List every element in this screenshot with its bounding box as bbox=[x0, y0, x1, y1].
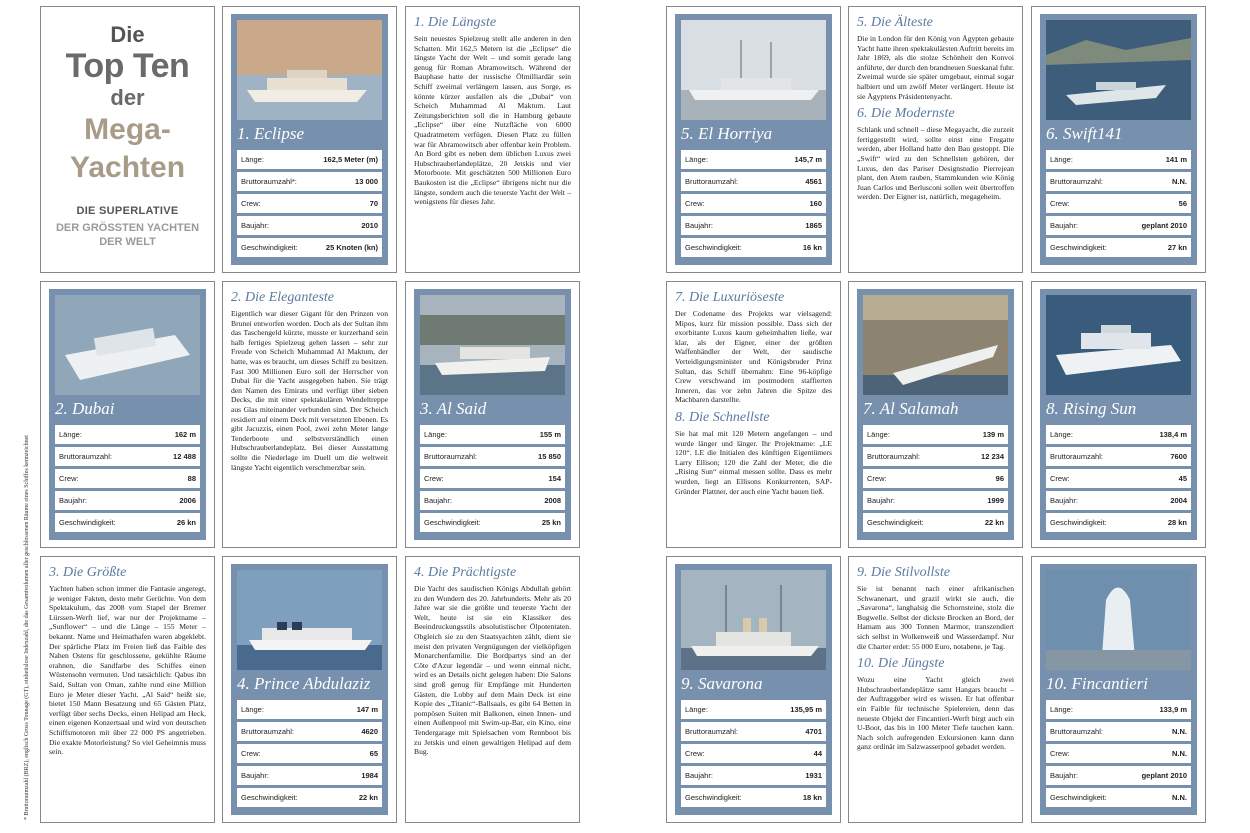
stat-label: Crew: bbox=[685, 199, 705, 208]
section-heading: 1. Die Längste bbox=[414, 15, 497, 30]
section-body: Schlank und schnell – diese Megayacht, die zurzeit fertiggestellt wird, sollte einst eine Fregatte werden, aber Holland hatte den Bau gestoppt. Die „Swift“ wird zu den Schnellsten gehören, der Luxus, den das Pariser Designstudio Pierrejean plant, den Atem rauben, Stammkunden wie König Juan Carlos und Berlusconi sollen weit übertroffen werden. Der Eigner ist, natürlich, megageheim. bbox=[857, 125, 1014, 202]
yacht-photo-eclipse bbox=[237, 20, 382, 120]
stat-label: Bruttoraumzahl: bbox=[59, 452, 112, 461]
section-heading: 4. Die Prächtigste bbox=[414, 565, 517, 580]
yacht-photo-swift141 bbox=[1046, 20, 1191, 120]
stat-label: Länge: bbox=[241, 155, 264, 164]
stat-value: 27 kn bbox=[1167, 243, 1187, 252]
stat-label: Baujahr: bbox=[241, 221, 269, 230]
stat-label: Crew: bbox=[685, 749, 705, 758]
yacht-card-swift141 bbox=[1031, 6, 1206, 273]
stat-value: 4701 bbox=[805, 727, 822, 736]
stat-row-crew bbox=[237, 744, 382, 763]
text-panel-7-8 bbox=[666, 281, 841, 548]
stat-label: Länge: bbox=[424, 430, 447, 439]
yacht-card-el-horriya bbox=[666, 6, 841, 273]
stat-row-tonnage bbox=[1046, 172, 1191, 191]
stat-value: 4561 bbox=[805, 177, 822, 186]
stat-value: 65 bbox=[369, 749, 378, 758]
section-heading: 6. Die Modernste bbox=[857, 106, 955, 122]
yacht-card-prince-abdulaziz bbox=[222, 556, 397, 823]
stat-value: 141 m bbox=[1165, 155, 1187, 164]
section-heading: 5. Die Älteste bbox=[857, 15, 933, 30]
stat-label: Bruttoraumzahl: bbox=[685, 727, 738, 736]
stat-label: Crew: bbox=[1050, 749, 1070, 758]
stat-value: 7600 bbox=[1170, 452, 1187, 461]
stat-value: 25 Knoten (kn) bbox=[325, 243, 378, 252]
stat-row-tonnage bbox=[55, 447, 200, 466]
stat-row-length bbox=[237, 700, 382, 719]
stat-value: N.N. bbox=[1172, 749, 1187, 758]
yacht-name: 8. Rising Sun bbox=[1046, 399, 1137, 418]
stat-value: 22 kn bbox=[984, 518, 1004, 527]
stat-row-speed bbox=[237, 238, 382, 257]
stat-label: Geschwindigkeit: bbox=[1050, 793, 1107, 802]
stat-row-crew bbox=[681, 744, 826, 763]
yacht-card-fincantieri bbox=[1031, 556, 1206, 823]
yacht-photo-rising-sun bbox=[1046, 295, 1191, 395]
stat-value: 160 bbox=[809, 199, 822, 208]
stat-label: Crew: bbox=[424, 474, 444, 483]
section-body: Eigentlich war dieser Gigant für den Prinzen von Brunei entworfen worden. Doch als der Sultan ihm das Taschengeld kürzte, musste er kurzerhand sein halb fertiges Spielzeug gehen lassen – sehr zur Freude von Scheich Muhammad Al Maktum, der hatte, was es braucht, um dieses Schiff zu besitzen. Fast 300 Millionen Euro soll der Herrscher von Dubai für die Yacht ausgegeben haben. Sie trägt den Namen des Emirats und verfügt über sieben Decks, die mit einer spektakulären Wendeltreppe aus Glas miteinander verbunden sind. Der Scheich residiert auf einem Deck mit versetzten Ebenen. Es gibt Jacuzzis, einen Pool, zwei zehn Meter lange Tenderboote und selbstverständlich einen Hubschrauberlandeplatz. Bei dieser Ausstattung sollte die Niederlage im Duell um die weltweit längste Yacht eigentlich verschmerzbar sein. bbox=[231, 309, 388, 472]
stat-row-speed bbox=[237, 788, 382, 807]
title-die: Die bbox=[110, 22, 145, 47]
stat-row-crew bbox=[681, 194, 826, 213]
section-body: Sie hat mal mit 120 Metern angefangen – und wurde länger und länger. Ihr Projektname: „LE 120“. LE die Initialen des künftigen Eigentümers Larry Ellison; 120 die Zahl der Meter, die die „Rising Sun“ einmal messen sollte. Dass es mehr wurden, liegt an Ellisons Konkurrenten, SAP-Gründer Plattner, der auch eine Yacht bauen ließ. bbox=[675, 428, 832, 496]
stat-label: Geschwindigkeit: bbox=[424, 518, 481, 527]
stat-row-length bbox=[1046, 150, 1191, 169]
stat-row-crew bbox=[55, 469, 200, 488]
stat-row-year bbox=[863, 491, 1008, 510]
stat-value: 2008 bbox=[544, 496, 561, 505]
stat-value: 88 bbox=[187, 474, 196, 483]
stat-value: 1999 bbox=[987, 496, 1004, 505]
subtitle-superlative: DIE SUPERLATIVE bbox=[76, 205, 179, 217]
stat-row-speed bbox=[1046, 513, 1191, 532]
stat-label: Geschwindigkeit: bbox=[685, 243, 742, 252]
stat-label: Baujahr: bbox=[59, 496, 87, 505]
text-panel-5-6 bbox=[848, 6, 1023, 273]
stat-row-year bbox=[1046, 216, 1191, 235]
stat-row-tonnage bbox=[681, 722, 826, 741]
stat-label: Crew: bbox=[241, 749, 261, 758]
stat-row-length bbox=[55, 425, 200, 444]
yacht-name: 2. Dubai bbox=[55, 399, 115, 418]
stat-label: Bruttoraumzahl: bbox=[867, 452, 920, 461]
section-heading: 3. Die Größte bbox=[49, 565, 127, 580]
stat-row-crew bbox=[237, 194, 382, 213]
yacht-card-dubai bbox=[40, 281, 215, 548]
stat-label: Bruttoraumzahl: bbox=[685, 177, 738, 186]
stat-value: 138,4 m bbox=[1159, 430, 1187, 439]
stat-label: Länge: bbox=[59, 430, 82, 439]
yacht-name: 6. Swift141 bbox=[1046, 124, 1123, 143]
stat-row-speed bbox=[1046, 238, 1191, 257]
stat-row-length bbox=[863, 425, 1008, 444]
stat-label: Baujahr: bbox=[867, 496, 895, 505]
stat-value: 26 kn bbox=[176, 518, 196, 527]
yacht-card-al-said bbox=[405, 281, 580, 548]
stat-label: Geschwindigkeit: bbox=[241, 243, 298, 252]
stat-value: 12 488 bbox=[173, 452, 196, 461]
stat-value: 135,95 m bbox=[790, 705, 822, 714]
yacht-photo-al-said bbox=[420, 295, 565, 395]
title-panel bbox=[40, 6, 215, 273]
section-body: Die in London für den König von Ägypten gebaute Yacht hatte ihren spektakulärsten Auftritt bereits im Jahr 1869, als die stolze Schönheit den Konvoi anführte, der durch den brandneuen Sueskanal fuhr. Zweimal wurde sie später umgebaut, einmal sogar halbiert und um zwölf Meter verlängert. Heute ist sie Ägyptens Präsidentenyacht. bbox=[857, 34, 1014, 101]
stat-value: 162,5 Meter (m) bbox=[323, 155, 378, 164]
text-panel-1 bbox=[405, 6, 580, 273]
yacht-photo-el-horriya bbox=[681, 20, 826, 120]
stat-value: 2004 bbox=[1170, 496, 1187, 505]
stat-row-length bbox=[1046, 425, 1191, 444]
section-heading: 9. Die Stilvollste bbox=[857, 565, 950, 580]
title-mega: Mega- bbox=[84, 113, 171, 146]
stat-row-tonnage bbox=[420, 447, 565, 466]
stat-label: Geschwindigkeit: bbox=[59, 518, 116, 527]
stat-label: Länge: bbox=[1050, 430, 1073, 439]
stat-value: 154 bbox=[548, 474, 561, 483]
section-heading: 2. Die Eleganteste bbox=[231, 290, 335, 305]
yacht-card-savarona bbox=[666, 556, 841, 823]
subtitle-line-2: DER WELT bbox=[99, 236, 156, 248]
stat-row-length bbox=[681, 150, 826, 169]
title-der: der bbox=[110, 85, 145, 110]
stat-label: Baujahr: bbox=[685, 221, 713, 230]
yacht-name: 5. El Horriya bbox=[681, 124, 773, 143]
stat-label: Bruttoraumzahl: bbox=[424, 452, 477, 461]
stat-value: 4620 bbox=[361, 727, 378, 736]
stat-row-speed bbox=[1046, 788, 1191, 807]
section-body: Die Yacht des saudischen Königs Abdullah gehört zu den Wundern des 20. Jahrhunderts. Mehr als 20 Jahre war sie die größte und teuerste Yacht der Welt, heute ist sie ein Klassiker des Beeindruckungsstils absolutistischer Ölpotentaten. Obgleich sie zu den Staatsyachten zählt, dient sie meist den privaten Vergnügungen der vielköpfigen Monarchenfamilie. Die Bordpartys sind an der Côte d'Azur legendär – und wenn einmal nicht, wird es an Details nicht gelegen haben: Die Salons sind groß genug für Empfänge mit Hunderten Gästen, die Lobby auf dem Main Deck ist eine Kopie des „Titanic“-Ballsaals, es gibt 64 Betten in pompösen Suiten mit Balkonen, einen Innen- und einen Außenpool mit Swim-up-Bar, ein Kino, eine Tendergarage mit Spielsachen vom Rennboot bis zu Jetskis und einen gewaltigen Helipad auf dem Bug. bbox=[414, 584, 571, 757]
stat-row-year bbox=[55, 491, 200, 510]
stat-value: 15 850 bbox=[538, 452, 561, 461]
stat-value: 147 m bbox=[356, 705, 378, 714]
stat-label: Geschwindigkeit: bbox=[1050, 243, 1107, 252]
yacht-photo-fincantieri bbox=[1046, 570, 1191, 670]
stat-label: Bruttoraumzahl: bbox=[1050, 452, 1103, 461]
stat-value: 70 bbox=[369, 199, 378, 208]
stat-label: Länge: bbox=[685, 155, 708, 164]
stat-row-year bbox=[237, 766, 382, 785]
stat-row-year bbox=[420, 491, 565, 510]
stat-label: Baujahr: bbox=[241, 771, 269, 780]
text-panel-2 bbox=[222, 281, 397, 548]
stat-row-crew bbox=[863, 469, 1008, 488]
section-heading: 8. Die Schnellste bbox=[675, 409, 770, 425]
stat-label: Baujahr: bbox=[1050, 496, 1078, 505]
stat-value: 1931 bbox=[805, 771, 822, 780]
stat-value: 96 bbox=[995, 474, 1004, 483]
stat-row-crew bbox=[1046, 194, 1191, 213]
stat-row-speed bbox=[681, 238, 826, 257]
stat-row-tonnage bbox=[1046, 722, 1191, 741]
yacht-name: 4. Prince Abdulaziz bbox=[237, 674, 371, 693]
stat-label: Länge: bbox=[867, 430, 890, 439]
stat-row-crew bbox=[1046, 744, 1191, 763]
stat-row-crew bbox=[1046, 469, 1191, 488]
stat-value: 133,9 m bbox=[1159, 705, 1187, 714]
yacht-card-rising-sun bbox=[1031, 281, 1206, 548]
stat-label: Länge: bbox=[1050, 155, 1073, 164]
text-panel-4 bbox=[405, 556, 580, 823]
stat-row-year bbox=[1046, 766, 1191, 785]
stat-value: 18 kn bbox=[802, 793, 822, 802]
yacht-name: 3. Al Said bbox=[420, 399, 487, 418]
stat-label: Bruttoraumzahl*: bbox=[241, 177, 297, 186]
stat-row-speed bbox=[863, 513, 1008, 532]
stat-row-year bbox=[237, 216, 382, 235]
section-body: Der Codename des Projekts war vielsagend: Mipos, kurz für mission possible. Dass sich der exorbitante Luxus kaum geheimhalten ließe, war klar, als der Eigner, einer der größten Waffenhändler der Welt, der saudische Verteidigungsminister und Königsbruder Prinz Sultan, das Schiff übernahm: Eine 96-köpfige Crew verschwand im postmodern staffierten Inneren, das vor zehn Jahren die Spitze des Machbaren darstellte. bbox=[675, 309, 832, 405]
section-body: Sein neuestes Spielzeug stellt alle anderen in den Schatten. Mit 162,5 Metern ist die „Eclipse“ die längste Yacht der Welt – und somit gerade lang genug für Roman Abramowitsch. Während der Bauphase hatte der russische Ölmilliardär sein Schiff zweimal verlängern lassen, aus Sorge, es könnte kürzer ausfallen als die „Dubai“ von Scheich Muhammad Al Maktum. Laut Zeitungsberichten soll die in Hamburg gebaute „Eclipse“ über eine Nutzfläche von 6000 Quadratmetern verfügen. Diesen Platz zu füllen war für Abramowitsch aber offenbar kein Problem. An Bord gibt es neben dem üblichen Luxus zwei Hubschrauberlandeplätze, 20 Jetskis und vier Motorboote. Mit geschätzten 500 Millionen Euro Baukosten ist die „Eclipse“ übrigens nicht nur die längste, sondern auch die teuerste Yacht der Welt – wenigstens für dieses Jahr. bbox=[414, 34, 571, 207]
title-top-ten: Top Ten bbox=[65, 47, 190, 85]
stat-row-tonnage bbox=[863, 447, 1008, 466]
stat-label: Geschwindigkeit: bbox=[867, 518, 924, 527]
stat-row-tonnage bbox=[237, 722, 382, 741]
stat-value: 25 kn bbox=[541, 518, 561, 527]
stat-label: Länge: bbox=[241, 705, 264, 714]
stat-row-crew bbox=[420, 469, 565, 488]
stat-value: 162 m bbox=[174, 430, 196, 439]
subtitle-line-1: DER GRÖSSTEN YACHTEN bbox=[55, 222, 200, 234]
stat-label: Länge: bbox=[685, 705, 708, 714]
stat-row-tonnage bbox=[237, 172, 382, 191]
yacht-name: 9. Savarona bbox=[681, 674, 763, 693]
stat-label: Crew: bbox=[241, 199, 261, 208]
stat-label: Bruttoraumzahl: bbox=[1050, 177, 1103, 186]
stat-label: Bruttoraumzahl: bbox=[1050, 727, 1103, 736]
stat-value: N.N. bbox=[1172, 727, 1187, 736]
stat-value: 155 m bbox=[539, 430, 561, 439]
stat-row-length bbox=[237, 150, 382, 169]
stat-row-tonnage bbox=[1046, 447, 1191, 466]
stat-row-speed bbox=[55, 513, 200, 532]
stat-row-tonnage bbox=[681, 172, 826, 191]
stat-value: 56 bbox=[1178, 199, 1187, 208]
stat-value: 139 m bbox=[982, 430, 1004, 439]
stat-label: Geschwindigkeit: bbox=[1050, 518, 1107, 527]
stat-value: N.N. bbox=[1172, 177, 1187, 186]
text-panel-9-10 bbox=[848, 556, 1023, 823]
stat-label: Baujahr: bbox=[424, 496, 452, 505]
stat-value: N.N. bbox=[1172, 793, 1187, 802]
stat-value: 145,7 m bbox=[794, 155, 822, 164]
stat-label: Crew: bbox=[59, 474, 79, 483]
yacht-name: 1. Eclipse bbox=[237, 124, 305, 143]
section-body: Yachten haben schon immer die Fantasie angeregt, je weniger Fakten, desto mehr Gerüchte. Von dem Spektakulum, das 2008 vom Stapel der Bremer Lürssen-Werft lief, war nur der Projektname – „Sunflower“ – und die Länge – 155 Meter – bekannt. Name und Heimathafen waren abgeklebt. Der spärliche Platz im Freien ließ das Faible des Nahen Ostens für geschlossene, gekühlte Räume erahnen, die Sandfarbe des Schiffes einen Wüstensohn vermuten. Und tatsächlich: Qabus ibn Said, Sultan von Oman, zahlte rund eine Million Euro je Meter dieser Yacht. „Al Said“ heißt sie, bietet 150 Mann Besatzung und 65 Gästen Platz, verfügt über sechs Decks, einen Helipad am Heck, einen eigenen Konzertsaal und wird von deutschen Schiffsmotoren mit über 22 000 PS angetrieben. Die exakte Motorleistung? So viel Geheimnis muss sein. bbox=[49, 584, 206, 757]
stat-label: Geschwindigkeit: bbox=[685, 793, 742, 802]
stat-value: 12 234 bbox=[981, 452, 1004, 461]
section-heading: 10. Die Jüngste bbox=[857, 656, 945, 672]
stat-label: Bruttoraumzahl: bbox=[241, 727, 294, 736]
stat-row-length bbox=[1046, 700, 1191, 719]
stat-label: Crew: bbox=[1050, 474, 1070, 483]
stat-value: 44 bbox=[813, 749, 822, 758]
yacht-photo-al-salamah bbox=[863, 295, 1008, 395]
stat-row-year bbox=[681, 216, 826, 235]
section-body: Wozu eine Yacht gleich zwei Hubschrauberlandeplätze samt Hangars braucht – der Auftraggeber wird es wissen. Er hat offenbar ein Faible für technische Spielereien, denn das neueste Objekt der Fincantieri-Werft birgt auch ein U-Boot, das bis in 100 Meter Tiefe tauchen kann. Nach solch aufregenden Exkursionen kann dann ganz ordinär im Salzwasserpool gebadet werden. bbox=[857, 675, 1014, 752]
yacht-card-al-salamah bbox=[848, 281, 1023, 548]
stat-row-length bbox=[420, 425, 565, 444]
section-body: Sie ist benannt nach einer afrikanischen Schwanenart, und grazil wirkt sie auch, die „Savarona“, langhalsig die Schornsteine, stolz die Bugwelle. Selbst der dickste Brocken an Bord, der Hamam aus 300 Tonnen Marmor, transzendiert sich selbst in Wolkenweiß und Wasserdampf. Nur die Charter erdet: 55 000 Euro, notabene, je Tag. bbox=[857, 584, 1014, 651]
yacht-card-eclipse bbox=[222, 6, 397, 273]
stat-value: 13 000 bbox=[355, 177, 378, 186]
footnote-vertical: * Bruttoraumzahl (BRZ), englisch Gross Tonnage (GT), einheitslose Indexzahl, die das Gesamtvolumen aller geschlossenen Räume eines Schiffes kennzeichnet bbox=[24, 435, 30, 820]
section-heading: 7. Die Luxuriöseste bbox=[675, 290, 785, 305]
stat-row-speed bbox=[420, 513, 565, 532]
stat-row-year bbox=[1046, 491, 1191, 510]
title-yachten: Yachten bbox=[69, 151, 186, 184]
stat-row-speed bbox=[681, 788, 826, 807]
stat-row-length bbox=[681, 700, 826, 719]
stat-value: 2010 bbox=[361, 221, 378, 230]
yacht-photo-dubai bbox=[55, 295, 200, 395]
stat-value: 1984 bbox=[361, 771, 378, 780]
yacht-photo-prince-abdulaziz bbox=[237, 570, 382, 670]
stat-label: Baujahr: bbox=[1050, 221, 1078, 230]
stat-value: 45 bbox=[1178, 474, 1187, 483]
stat-value: geplant 2010 bbox=[1141, 221, 1187, 230]
stat-value: geplant 2010 bbox=[1141, 771, 1187, 780]
stat-value: 2006 bbox=[179, 496, 196, 505]
stat-value: 22 kn bbox=[358, 793, 378, 802]
stat-row-year bbox=[681, 766, 826, 785]
yacht-name: 7. Al Salamah bbox=[863, 399, 959, 418]
stat-value: 28 kn bbox=[1167, 518, 1187, 527]
text-panel-3 bbox=[40, 556, 215, 823]
stat-label: Crew: bbox=[1050, 199, 1070, 208]
stat-label: Länge: bbox=[1050, 705, 1073, 714]
stat-label: Baujahr: bbox=[1050, 771, 1078, 780]
stat-value: 16 kn bbox=[802, 243, 822, 252]
stat-label: Baujahr: bbox=[685, 771, 713, 780]
stat-label: Crew: bbox=[867, 474, 887, 483]
stat-value: 1865 bbox=[805, 221, 822, 230]
yacht-name: 10. Fincantieri bbox=[1046, 674, 1148, 693]
stat-label: Geschwindigkeit: bbox=[241, 793, 298, 802]
yacht-photo-savarona bbox=[681, 570, 826, 670]
